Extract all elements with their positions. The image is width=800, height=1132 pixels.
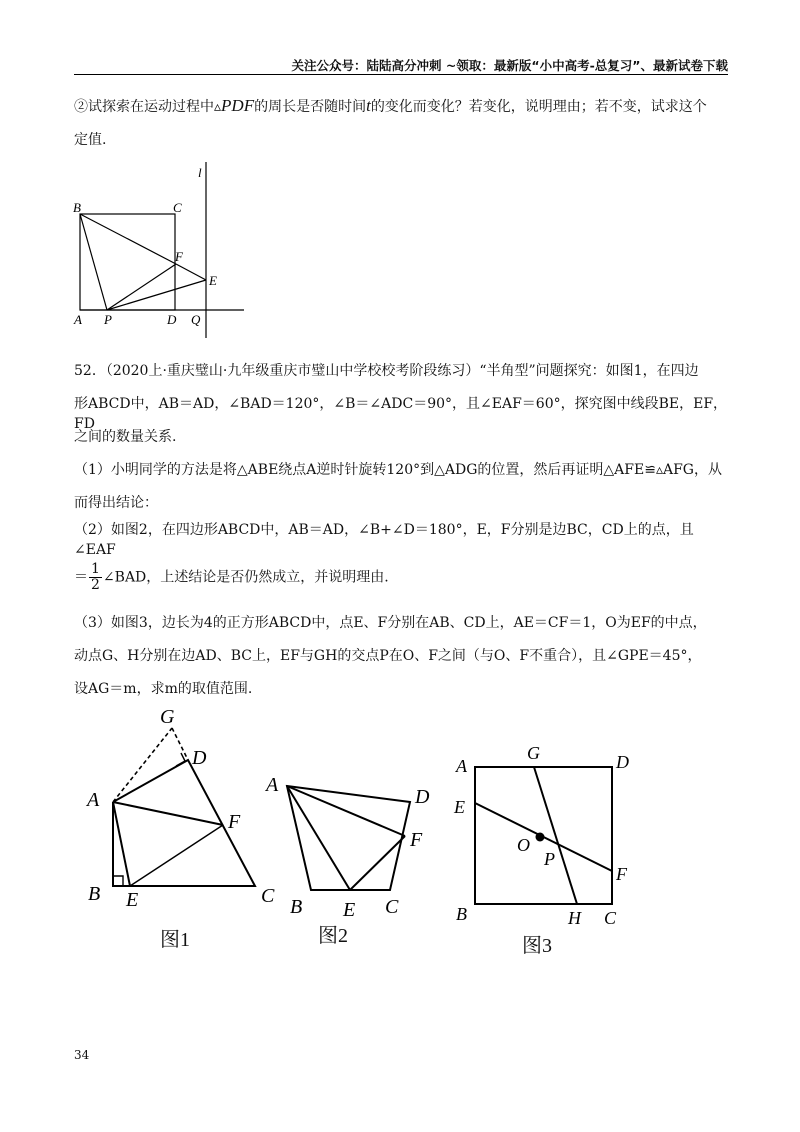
q52-intro-line-1: 52．（2020上·重庆璧山·九年级重庆市璧山中学校校考阶段练习）“半角型”问题探究：如图1，在四边 [74,363,699,379]
page-header: 关注公众号：陆陆高分冲刺 ~领取：最新版“小中高考-总复习”、最新试卷下载 [291,58,728,73]
fraction-one-half [89,562,102,593]
segment-pe [107,280,206,310]
q52-part2-line-2 [74,562,728,593]
figure-2 [262,766,440,926]
label-p: P [104,312,112,327]
q51-text-mid: 的周长是否随时间 [254,99,367,115]
label-e: E [209,273,217,288]
label-c: C [261,885,275,907]
figure-3 [446,738,646,936]
label-a: A [266,774,279,796]
q52-part3-line-3: 设AG＝m，求m的取值范围. [74,681,253,697]
q52-intro-line-3: 之间的数量关系. [74,429,177,445]
label-l: l [198,165,202,180]
label-f: F [410,829,423,851]
q52-part1-line-2: 而得出结论： [74,495,158,511]
var-t: t [366,96,371,115]
q51-line-2: 定值. [74,132,107,148]
fraction-numerator: 1 [91,561,100,577]
label-c: C [385,896,399,918]
label-f: F [228,811,241,833]
label-b: B [290,896,303,918]
label-a: A [74,312,82,327]
label-a: A [87,789,100,811]
label-c: C [604,908,617,928]
segment-bf [80,214,176,264]
page-number: 34 [74,1048,90,1062]
segment-ae [113,802,130,886]
label-p: P [544,849,555,869]
q52-part3-line-2: 动点G、H分别在边AD、BC上，EF与GH的交点P在O、F之间（与O、F不重合），且∠GPE＝45°， [74,648,702,664]
segment-bp [80,214,107,310]
square-abcd [80,214,175,310]
label-q: Q [191,312,201,327]
figure-1 [80,700,290,925]
label-h: H [568,908,581,928]
label-e: E [343,899,356,921]
equals-sign: ＝ [74,569,88,586]
label-d: D [616,752,629,772]
q52-part3-line-1: （3）如图3，边长为4的正方形ABCD中，点E、F分别在AB、CD上，AE＝CF＝1，O为EF的中点， [74,615,707,631]
label-d: D [167,312,177,327]
label-g: G [527,743,540,763]
segment-fe [176,264,206,280]
label-b: B [456,904,467,924]
q52-part2-rest: ∠BAD，上述结论是否仍然成立，并说明理由. [102,569,389,586]
triangle-symbol: ▵ [214,99,222,115]
label-a: A [456,756,467,776]
segment-af [113,802,223,825]
q51-text-suffix: 的变化而变化？若变化，说明理由；若不变，试求这个 [370,99,707,115]
label-b: B [73,200,81,215]
figure-3-caption: 图3 [522,935,552,957]
dashed-ag [113,728,172,802]
right-angle-d [176,753,185,766]
figure-square-bcad [60,158,260,348]
var-pdf: PDF [221,96,255,115]
point-o [536,833,545,842]
segment-ae [287,786,350,890]
right-angle-b [113,876,123,886]
figure-1-caption: 图1 [160,929,190,951]
label-e: E [126,889,139,911]
dashed-gd [172,728,188,760]
figure-2-caption: 图2 [318,925,348,947]
q51-line-1 [74,96,728,117]
label-e: E [454,797,465,817]
q52-intro-line-2: 形ABCD中，AB＝AD，∠BAD＝120°，∠B＝∠ADC＝90°，且∠EAF＝60°，探究图中线段BE，EF，FD [74,396,728,432]
q52-part2-line-1: （2）如图2，在四边形ABCD中，AB＝AD，∠B+∠D＝180°，E，F分别是边BC，CD上的点，且∠EAF [74,522,694,558]
label-b: B [88,883,101,905]
label-d: D [192,747,207,769]
label-g: G [160,706,175,728]
quadrilateral-abcd [287,786,410,890]
label-o: O [517,835,530,855]
fraction-denominator: 2 [91,577,100,593]
q51-text-prefix: ②试探索在运动过程中 [74,99,214,115]
label-c: C [173,200,182,215]
label-f: F [175,249,183,264]
label-f: F [616,864,627,884]
label-d: D [415,786,430,808]
segment-pf [107,264,176,310]
q52-part1-line-1: （1）小明同学的方法是将△ABE绕点A逆时针旋转120°到△ADG的位置，然后再证明△AFE≌▵AFG，从 [74,462,722,478]
segment-ef [130,825,223,886]
header-divider [74,74,728,75]
